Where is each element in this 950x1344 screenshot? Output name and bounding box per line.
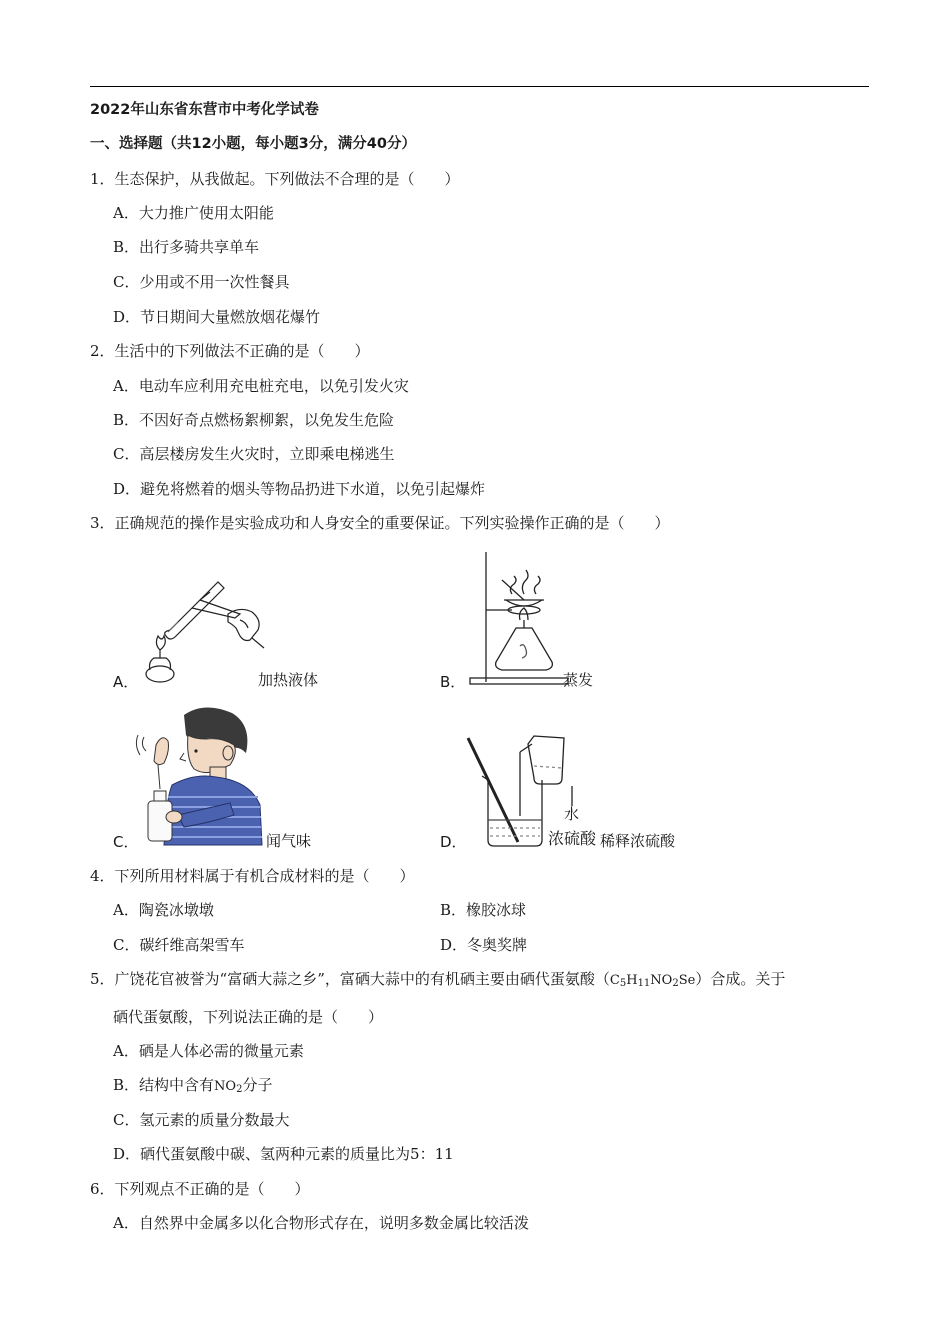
figure-d-caption: 稀释浓硫酸	[600, 832, 676, 850]
figure-d-acid-label: 浓硫酸	[548, 829, 597, 848]
question-1-option-b: B．出行多骑共享单车	[113, 238, 260, 256]
question-1-stem: 1．生态保护，从我做起。下列做法不合理的是（ ）	[90, 170, 460, 188]
question-1-option-d: D．节日期间大量燃放烟花爆竹	[113, 308, 321, 326]
figure-c-letter: C．	[113, 833, 139, 851]
figure-evaporation	[462, 550, 572, 690]
question-5-stem-part1: 5．广饶花官被誉为“富硒大蒜之乡”，富硒大蒜中的有机硒主要由硒代蛋氨酸（	[90, 970, 610, 988]
question-5-stem-part2: ）合成。关于	[695, 970, 786, 988]
question-3-stem: 3．正确规范的操作是实验成功和人身安全的重要保证。下列实验操作正确的是（ ）	[90, 514, 670, 532]
question-4-option-c: C．碳纤维高架雪车	[113, 936, 245, 954]
question-1-option-a: A．大力推广使用太阳能	[113, 204, 274, 222]
question-2-option-b: B．不因好奇点燃杨絮柳絮，以免发生危险	[113, 411, 395, 429]
question-5-option-b: B．结构中含有$NO_2$分子	[113, 1076, 273, 1095]
question-4-option-d: D．冬奥奖牌	[440, 936, 528, 954]
question-4-stem: 4．下列所用材料属于有机合成材料的是（ ）	[90, 867, 415, 885]
figure-smelling-gas	[134, 705, 264, 850]
figure-d-letter: D．	[440, 833, 467, 851]
question-2-option-d: D．避免将燃着的烟头等物品扔进下水道，以免引起爆炸	[113, 480, 486, 498]
question-6-option-a: A．自然界中金属多以化合物形式存在，说明多数金属比较活泼	[113, 1214, 529, 1232]
question-5-option-d: D．硒代蛋氨酸中碳、氢两种元素的质量比为5：11	[113, 1145, 454, 1163]
section-heading: 一、选择题（共12小题，每小题3分，满分40分）	[90, 136, 416, 152]
question-1-option-c: C．少用或不用一次性餐具	[113, 273, 290, 291]
question-5-stem	[90, 969, 785, 994]
question-5-option-a: A．硒是人体必需的微量元素	[113, 1042, 304, 1060]
figure-b-letter: B．	[440, 673, 466, 691]
question-6-stem: 6．下列观点不正确的是（ ）	[90, 1180, 310, 1198]
question-2-option-c: C．高层楼房发生火灾时，立即乘电梯逃生	[113, 445, 395, 463]
question-4-option-b: B．橡胶冰球	[440, 901, 527, 919]
question-2-stem: 2．生活中的下列做法不正确的是（ ）	[90, 342, 370, 360]
question-5-option-c: C．氢元素的质量分数最大	[113, 1111, 290, 1129]
question-2-option-a: A．电动车应利用充电桩充电，以免引发火灾	[113, 377, 409, 395]
exam-title: 2022年山东省东营市中考化学试卷	[90, 102, 319, 118]
figure-a-letter: A．	[113, 673, 139, 691]
figure-d-water-label: 水	[564, 805, 580, 823]
figure-heating-liquid	[140, 570, 270, 690]
question-4-option-a: A．陶瓷冰墩墩	[113, 901, 214, 919]
figure-c-caption: 闻气味	[266, 832, 312, 850]
question-5-stem-line2: 硒代蛋氨酸，下列说法正确的是（ ）	[113, 1008, 384, 1026]
header-rule	[90, 86, 869, 87]
figure-b-caption: 蒸发	[563, 671, 594, 689]
chemical-formula: $C_5H_{11}NO_2Se$	[609, 973, 696, 989]
figure-a-caption: 加热液体	[258, 671, 319, 689]
